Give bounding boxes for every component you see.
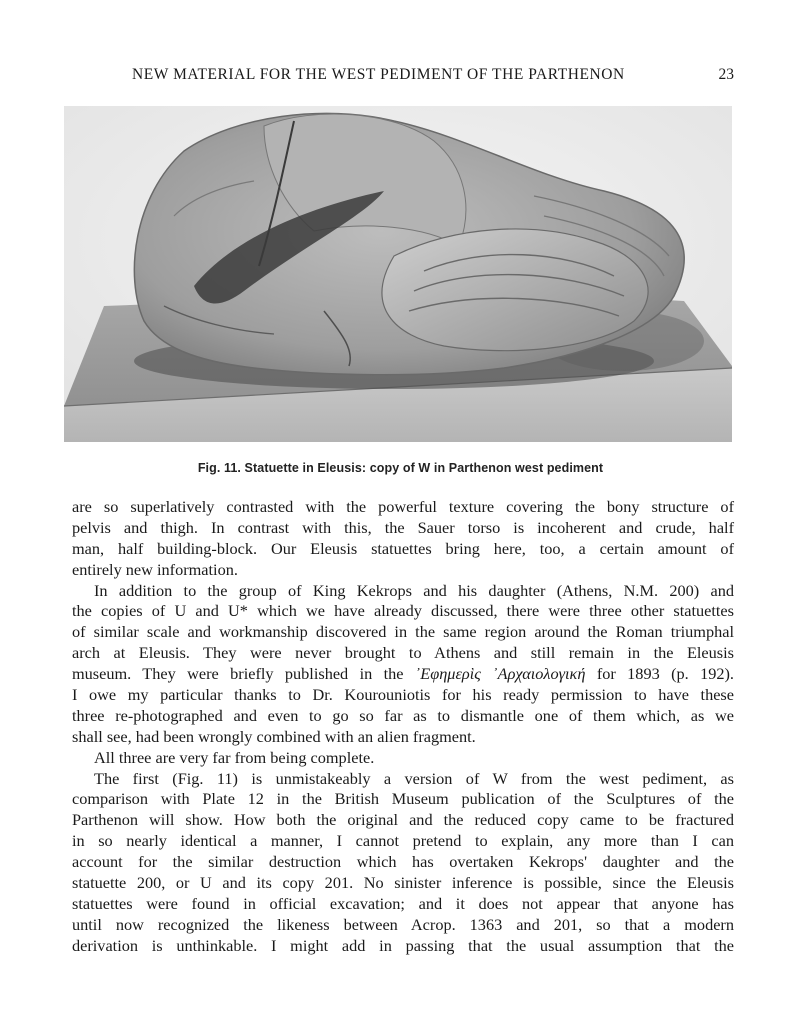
text-line: statuettes were found in official excavation; and it does not appear that anyone has bbox=[72, 893, 734, 913]
text-line-with-greek bbox=[72, 664, 734, 685]
text-line: Parthenon will show. How both the original and the reduced copy came to be fractured bbox=[72, 810, 734, 830]
text-segment: for 1893 (p. 192). bbox=[585, 664, 735, 684]
text-line: account for the similar destruction which has overtaken Kekrops' daughter and the bbox=[72, 852, 734, 872]
text-line: are so superlatively contrasted with the powerful texture covering the bony structure of bbox=[72, 497, 734, 516]
statuette-photo bbox=[64, 106, 732, 442]
running-head bbox=[70, 66, 736, 86]
text-line: I owe my particular thanks to Dr. Kourouniotis for his ready permission to have these bbox=[72, 685, 734, 705]
text-line: of similar scale and workmanship discovered in the same region around the Roman triumphal bbox=[72, 622, 734, 642]
text-line: entirely new information. bbox=[72, 559, 238, 579]
text-line: derivation is unthinkable. I might add in passing that the usual assumption that the bbox=[72, 935, 734, 955]
text-line: comparison with Plate 12 in the British Museum publication of the Sculptures of the bbox=[72, 789, 734, 809]
text-line: arch at Eleusis. They were never brought to Athens and still remain in the Eleusis bbox=[72, 643, 734, 663]
page-number: 23 bbox=[718, 66, 734, 83]
body-text bbox=[72, 497, 734, 957]
text-line: in so nearly identical a manner, I cannot pretend to explain, any more than I can bbox=[72, 831, 734, 851]
text-line: In addition to the group of King Kekrops and his daughter (Athens, N.M. 200) and bbox=[94, 580, 734, 600]
figure-photograph bbox=[64, 106, 732, 442]
greek-journal-title: ᾿Εφημερὶς ᾿Αρχαιολογική bbox=[414, 664, 586, 684]
text-line: until now recognized the likeness between Acrop. 1363 and 201, so that a modern bbox=[72, 914, 734, 934]
running-title: NEW MATERIAL FOR THE WEST PEDIMENT OF THE PARTHENON bbox=[132, 66, 625, 83]
text-line: All three are very far from being complete. bbox=[94, 747, 375, 767]
text-line: shall see, had been wrongly combined with an alien fragment. bbox=[72, 726, 476, 746]
text-segment: museum. They were briefly published in the bbox=[72, 664, 415, 684]
text-line: statuette 200, or U and its copy 201. No sinister inference is possible, since the Eleusis bbox=[72, 873, 734, 893]
text-line: the copies of U and U* which we have already discussed, there were three other statuettes bbox=[72, 601, 734, 621]
text-line: three re-photographed and even to go so far as to dismantle one of them which, as we bbox=[72, 705, 734, 725]
text-line: pelvis and thigh. In contrast with this, the Sauer torso is incoherent and crude, half bbox=[72, 517, 734, 537]
figure-caption: Fig. 11. Statuette in Eleusis: copy of W in Parthenon west pediment bbox=[197, 461, 604, 475]
text-line: The first (Fig. 11) is unmistakeably a version of W from the west pediment, as bbox=[94, 768, 734, 788]
text-line: man, half building-block. Our Eleusis statuettes bring here, too, a certain amount of bbox=[72, 538, 734, 558]
